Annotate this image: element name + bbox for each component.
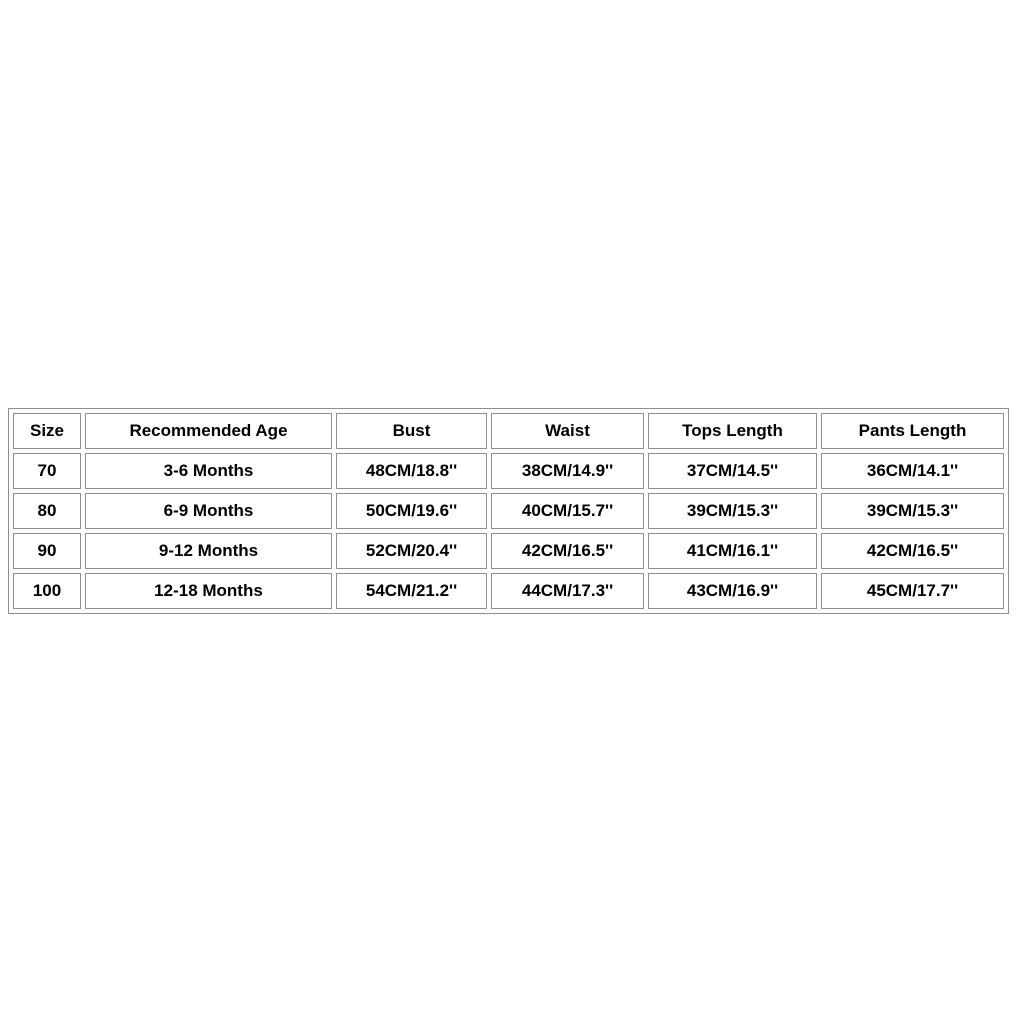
cell-recommended-age: 12-18 Months xyxy=(85,573,332,609)
cell-waist: 40CM/15.7'' xyxy=(491,493,644,529)
cell-bust: 54CM/21.2'' xyxy=(336,573,487,609)
table-row xyxy=(13,533,1004,569)
size-chart-table xyxy=(8,408,1009,614)
cell-size: 70 xyxy=(13,453,81,489)
cell-tops-length: 41CM/16.1'' xyxy=(648,533,817,569)
header-tops-length: Tops Length xyxy=(648,413,817,449)
cell-tops-length: 37CM/14.5'' xyxy=(648,453,817,489)
cell-bust: 50CM/19.6'' xyxy=(336,493,487,529)
cell-size: 100 xyxy=(13,573,81,609)
cell-waist: 42CM/16.5'' xyxy=(491,533,644,569)
table-row xyxy=(13,573,1004,609)
header-bust: Bust xyxy=(336,413,487,449)
cell-recommended-age: 9-12 Months xyxy=(85,533,332,569)
table-row xyxy=(13,493,1004,529)
header-recommended-age: Recommended Age xyxy=(85,413,332,449)
cell-tops-length: 39CM/15.3'' xyxy=(648,493,817,529)
header-size: Size xyxy=(13,413,81,449)
header-row xyxy=(13,413,1004,449)
cell-bust: 52CM/20.4'' xyxy=(336,533,487,569)
cell-size: 90 xyxy=(13,533,81,569)
cell-recommended-age: 3-6 Months xyxy=(85,453,332,489)
header-pants-length: Pants Length xyxy=(821,413,1004,449)
table-row xyxy=(13,453,1004,489)
cell-bust: 48CM/18.8'' xyxy=(336,453,487,489)
cell-size: 80 xyxy=(13,493,81,529)
cell-recommended-age: 6-9 Months xyxy=(85,493,332,529)
cell-pants-length: 39CM/15.3'' xyxy=(821,493,1004,529)
cell-pants-length: 45CM/17.7'' xyxy=(821,573,1004,609)
cell-tops-length: 43CM/16.9'' xyxy=(648,573,817,609)
cell-pants-length: 42CM/16.5'' xyxy=(821,533,1004,569)
cell-pants-length: 36CM/14.1'' xyxy=(821,453,1004,489)
header-waist: Waist xyxy=(491,413,644,449)
cell-waist: 44CM/17.3'' xyxy=(491,573,644,609)
cell-waist: 38CM/14.9'' xyxy=(491,453,644,489)
